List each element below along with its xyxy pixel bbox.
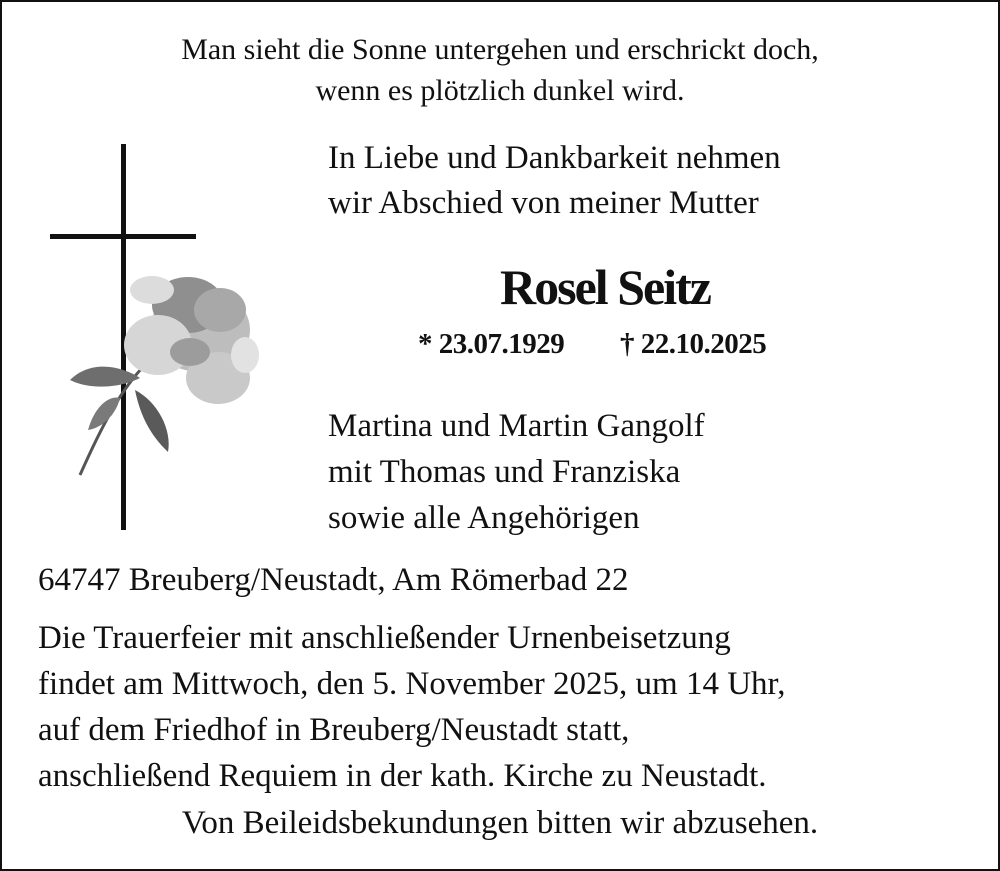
- death-date: † 22.10.2025: [620, 328, 767, 360]
- motto-line-2: wenn es plötzlich dunkel wird.: [315, 74, 685, 107]
- address-line: 64747 Breuberg/Neustadt, Am Römerbad 22: [38, 562, 629, 598]
- motto-line-1: Man sieht die Sonne untergehen und erschrickt doch,: [181, 33, 819, 66]
- service-line: Die Trauerfeier mit anschließender Urnenbeisetzung: [38, 620, 731, 656]
- rose-icon: [40, 140, 270, 540]
- mourner-line: Martina und Martin Gangolf: [328, 408, 705, 444]
- service-line: findet am Mittwoch, den 5. November 2025, um 14 Uhr,: [38, 666, 786, 702]
- service-line: auf dem Friedhof in Breuberg/Neustadt statt,: [38, 712, 630, 748]
- service-line: anschließend Requiem in der kath. Kirche zu Neustadt.: [38, 758, 767, 794]
- mourner-line: mit Thomas und Franziska: [328, 454, 681, 490]
- birth-date: * 23.07.1929: [418, 328, 565, 360]
- mourner-line: sowie alle Angehörigen: [328, 500, 640, 536]
- deceased-name: Rosel Seitz: [500, 259, 710, 315]
- memorial-artwork: [40, 140, 270, 540]
- intro-line-2: wir Abschied von meiner Mutter: [328, 185, 759, 221]
- intro-line-1: In Liebe und Dankbarkeit nehmen: [328, 140, 781, 176]
- closing-note: Von Beileidsbekundungen bitten wir abzusehen.: [181, 805, 819, 841]
